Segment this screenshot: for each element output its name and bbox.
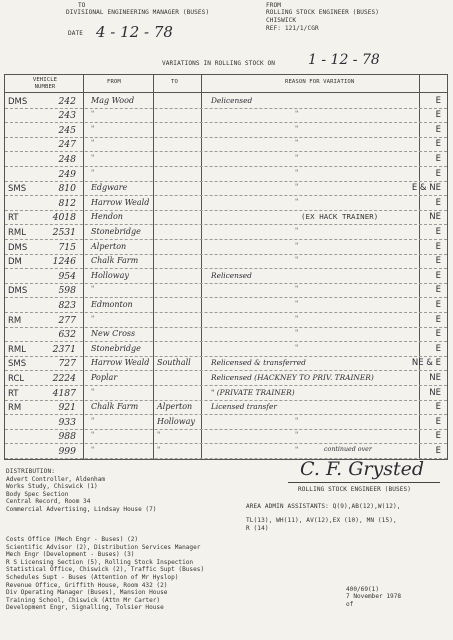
vehicle-type: DMS bbox=[8, 96, 28, 107]
code-cell: E bbox=[435, 153, 441, 164]
from-sender: ROLLING STOCK ENGINEER (BUSES) bbox=[266, 9, 380, 16]
table-row bbox=[5, 329, 447, 344]
reason-cell: " bbox=[295, 226, 299, 235]
table-row bbox=[5, 183, 447, 198]
vehicle-number: 1246 bbox=[52, 256, 76, 268]
vehicle-type: SMS bbox=[8, 184, 27, 195]
vehicle-type: RM bbox=[8, 403, 22, 414]
vehicle-type: DM bbox=[8, 257, 22, 268]
vehicle-number-cell bbox=[8, 402, 82, 413]
distribution-item: Div Operating Manager (Buses), Mansion House bbox=[6, 589, 168, 597]
table-row bbox=[5, 96, 447, 111]
vehicle-number: 933 bbox=[58, 416, 76, 428]
area-admin-assistants: AREA ADMIN ASSISTANTS: Q(9),AB(12),W(12), bbox=[246, 503, 401, 510]
from-cell: " bbox=[91, 314, 95, 323]
to-cell: " bbox=[157, 431, 161, 440]
from-cell: Chalk Farm bbox=[91, 256, 139, 266]
to-cell: Alperton bbox=[157, 402, 193, 412]
from-cell: Harrow Weald bbox=[91, 358, 150, 368]
reason-cell: Delicensed bbox=[211, 95, 253, 105]
vehicle-number-cell bbox=[8, 344, 82, 355]
table-row bbox=[5, 212, 447, 227]
code-cell: NE bbox=[429, 372, 441, 383]
vehicle-number: 954 bbox=[58, 270, 76, 282]
reason-cell: " bbox=[295, 314, 299, 323]
header-reason: REASON FOR VARIATION bbox=[285, 79, 355, 85]
reason-cell: " bbox=[295, 416, 299, 425]
from-cell: Stonebridge bbox=[91, 343, 141, 353]
vehicle-number: 632 bbox=[58, 329, 76, 341]
from-cell: " bbox=[91, 445, 95, 454]
signature-line bbox=[288, 482, 440, 483]
vehicle-type: DMS bbox=[8, 286, 28, 297]
signature: C. F. Grysted bbox=[300, 458, 425, 480]
footer-date: 7 November 1978 bbox=[346, 593, 402, 600]
from-cell: Poplar bbox=[91, 372, 118, 382]
vehicle-type: RML bbox=[8, 344, 26, 355]
code-cell: E bbox=[435, 256, 441, 267]
from-cell: Harrow Weald bbox=[91, 197, 150, 207]
distribution-item: Revenue Office, Griffith House, Room 432 (2) bbox=[6, 581, 168, 589]
reason-cell: " bbox=[295, 183, 299, 192]
distribution-item: Schedules Supt - Buses (Attention of Mr Hyslop) bbox=[6, 573, 179, 581]
vehicle-number: 2224 bbox=[52, 372, 76, 384]
code-cell: E bbox=[435, 197, 441, 208]
reason-cell: " bbox=[295, 329, 299, 338]
from-cell: " bbox=[91, 168, 95, 177]
reason-cell: " bbox=[295, 343, 299, 352]
code-cell: E bbox=[435, 139, 441, 150]
from-cell: " bbox=[91, 431, 95, 440]
signature-title: ROLLING STOCK ENGINEER (BUSES) bbox=[298, 486, 412, 493]
table-row bbox=[5, 431, 447, 446]
vehicle-number: 4187 bbox=[52, 387, 76, 399]
from-cell: Alperton bbox=[91, 241, 127, 251]
handwritten-date: 4 - 12 - 78 bbox=[96, 23, 173, 41]
reason-cell: " bbox=[295, 256, 299, 265]
distribution-item: Mech Engr (Development - Buses) (3) bbox=[6, 551, 135, 559]
vehicle-number-cell bbox=[8, 96, 82, 107]
vehicle-number: 247 bbox=[58, 139, 76, 151]
vehicle-number-cell bbox=[8, 198, 82, 209]
header-from: FROM bbox=[107, 79, 121, 85]
code-cell: NE bbox=[429, 387, 441, 398]
code-cell: E bbox=[435, 95, 441, 106]
from-cell: " bbox=[91, 387, 95, 396]
vehicle-number-cell bbox=[8, 431, 82, 442]
code-cell: E bbox=[435, 416, 441, 427]
distribution-item: Central Record, Room 34 bbox=[6, 498, 91, 506]
code-cell: E bbox=[435, 329, 441, 340]
vehicle-number: 2531 bbox=[52, 226, 76, 238]
table-row bbox=[5, 373, 447, 388]
table-row bbox=[5, 125, 447, 140]
from-cell: Mag Wood bbox=[91, 95, 135, 105]
to-recipient: DIVISIONAL ENGINEERING MANAGER (BUSES) bbox=[66, 9, 210, 16]
table-row bbox=[5, 139, 447, 154]
distribution-label: DISTRIBUTION: bbox=[6, 468, 55, 475]
table-row bbox=[5, 227, 447, 242]
area-admin-line: R (14) bbox=[246, 525, 269, 532]
variations-title: VARIATIONS IN ROLLING STOCK ON bbox=[162, 60, 276, 67]
vehicle-number: 248 bbox=[58, 153, 76, 165]
reason-cell: " bbox=[295, 168, 299, 177]
vehicle-type: RT bbox=[8, 213, 19, 224]
vehicle-number-cell bbox=[8, 242, 82, 253]
distribution-item: Training School, Chiswick (Attn Mr Carter) bbox=[6, 596, 161, 604]
vehicle-number: 812 bbox=[58, 197, 76, 209]
code-cell: E bbox=[435, 226, 441, 237]
code-cell: E bbox=[435, 168, 441, 179]
table-row bbox=[5, 110, 447, 125]
reason-cell: " bbox=[295, 445, 299, 454]
code-cell: E bbox=[435, 402, 441, 413]
vehicle-number-cell bbox=[8, 271, 82, 282]
table-row bbox=[5, 154, 447, 169]
reference-number: REF: 121/1/CGR bbox=[266, 25, 319, 32]
variations-table bbox=[4, 74, 448, 460]
distribution-lines bbox=[6, 476, 236, 514]
code-cell: NE bbox=[429, 212, 441, 223]
code-cell: E bbox=[435, 124, 441, 135]
reason-cell: (EX HACK TRAINER) bbox=[301, 212, 379, 222]
vehicle-number: 810 bbox=[58, 183, 76, 195]
code-cell: E bbox=[435, 343, 441, 354]
from-cell: " bbox=[91, 139, 95, 148]
distribution-item: Scientific Advisor (2), Distribution Services Manager bbox=[6, 543, 201, 551]
area-admin-line: TL(13), WH(11), AV(12),EX (10), MN (15), bbox=[246, 517, 397, 524]
from-cell: Edmonton bbox=[91, 299, 133, 309]
code-cell: E & NE bbox=[411, 183, 441, 194]
from-cell: Edgware bbox=[91, 183, 128, 193]
vehicle-number: 598 bbox=[58, 285, 76, 297]
from-label: FROM bbox=[266, 2, 282, 9]
reason-cell: " bbox=[295, 285, 299, 294]
vehicle-number: 999 bbox=[58, 445, 76, 457]
vehicle-number-cell bbox=[8, 329, 82, 340]
vehicle-number-cell bbox=[8, 373, 82, 384]
code-cell: E bbox=[435, 270, 441, 281]
vehicle-type: RM bbox=[8, 315, 22, 326]
vehicle-number-cell bbox=[8, 169, 82, 180]
reason-cell: Licensed transfer bbox=[211, 402, 277, 412]
footer-of: of bbox=[346, 601, 354, 608]
vehicle-number-cell bbox=[8, 300, 82, 311]
table-row bbox=[5, 256, 447, 271]
code-cell: NE & E bbox=[411, 358, 441, 369]
reason-cell: " bbox=[295, 139, 299, 148]
from-cell: Holloway bbox=[91, 270, 129, 280]
header-to: TO bbox=[171, 79, 178, 85]
from-cell: " bbox=[91, 285, 95, 294]
code-cell: E bbox=[435, 445, 441, 456]
table-row bbox=[5, 344, 447, 359]
vehicle-type: DMS bbox=[8, 242, 28, 253]
vehicle-number-cell bbox=[8, 256, 82, 267]
header-vehicle-number: VEHICLE NUMBER bbox=[32, 77, 58, 90]
vehicle-number-cell bbox=[8, 125, 82, 136]
vehicle-type: RCL bbox=[8, 373, 25, 384]
distribution-item: Commercial Advertising, Lindsay House (7) bbox=[6, 505, 157, 513]
from-cell: " bbox=[91, 124, 95, 133]
table-row bbox=[5, 198, 447, 213]
from-cell: " bbox=[91, 110, 95, 119]
table-row bbox=[5, 358, 447, 373]
distribution-item: Costs Office (Mech Engr - Buses) (2) bbox=[6, 536, 139, 543]
distribution-item: Advert Controller, Aldenham bbox=[6, 475, 106, 483]
code-cell: E bbox=[435, 431, 441, 442]
table-row bbox=[5, 242, 447, 257]
vehicle-number: 823 bbox=[58, 299, 76, 311]
vehicle-number-cell bbox=[8, 358, 82, 369]
from-location: CHISWICK bbox=[266, 17, 297, 24]
vehicle-type: SMS bbox=[8, 359, 27, 370]
to-cell: Southall bbox=[157, 358, 191, 368]
reason-cell: " bbox=[295, 197, 299, 206]
vehicle-number-cell bbox=[8, 417, 82, 428]
distribution-list bbox=[6, 468, 236, 514]
reason-cell: " bbox=[295, 299, 299, 308]
distribution-item: Works Study, Chiswick (1) bbox=[6, 483, 98, 491]
code-cell: E bbox=[435, 285, 441, 296]
from-cell: Hendon bbox=[91, 212, 123, 222]
vehicle-number: 245 bbox=[58, 124, 76, 136]
table-row bbox=[5, 285, 447, 300]
vehicle-number-cell bbox=[8, 227, 82, 238]
vehicle-number-cell bbox=[8, 446, 82, 457]
reason-cell: " bbox=[295, 431, 299, 440]
reason-cell: " bbox=[295, 241, 299, 250]
reason-cell: " (PRIVATE TRAINER) bbox=[211, 387, 295, 397]
vehicle-number: 2371 bbox=[52, 343, 76, 355]
distribution-item: Development Engr, Signalling, Tolsier House bbox=[6, 604, 164, 612]
from-cell: New Cross bbox=[91, 329, 136, 339]
vehicle-number-cell bbox=[8, 315, 82, 326]
from-cell: " bbox=[91, 416, 95, 425]
reason-cell: " bbox=[295, 153, 299, 162]
to-cell: Holloway bbox=[157, 416, 195, 426]
table-row bbox=[5, 271, 447, 286]
vehicle-number: 243 bbox=[58, 110, 76, 122]
vehicle-number-cell bbox=[8, 212, 82, 223]
vehicle-number: 4018 bbox=[52, 212, 76, 224]
to-label: TO bbox=[78, 2, 86, 9]
from-cell: Stonebridge bbox=[91, 226, 141, 236]
code-cell: E bbox=[435, 241, 441, 252]
code-cell: E bbox=[435, 314, 441, 325]
reason-cell: " bbox=[295, 110, 299, 119]
vehicle-number-cell bbox=[8, 154, 82, 165]
vehicle-type: RT bbox=[8, 388, 19, 399]
vehicle-number-cell bbox=[8, 139, 82, 150]
reason-cell: Relicensed (HACKNEY TO PRIV. TRAINER) bbox=[211, 372, 374, 382]
vehicle-number: 277 bbox=[58, 314, 76, 326]
vehicle-number: 727 bbox=[58, 358, 76, 370]
variations-date: 1 - 12 - 78 bbox=[308, 52, 380, 68]
reason-cell: Relicensed & transferred bbox=[211, 358, 306, 368]
distribution-item: Statistical Office, Chiswick (2), Traffic Supt (Buses) bbox=[6, 566, 205, 574]
table-row bbox=[5, 388, 447, 403]
to-cell: " bbox=[157, 445, 161, 454]
vehicle-number: 921 bbox=[58, 402, 76, 414]
from-cell: " bbox=[91, 153, 95, 162]
distribution-item: R S Licensing Section (5), Rolling Stock Inspection bbox=[6, 558, 194, 566]
date-label: DATE bbox=[68, 30, 84, 37]
vehicle-number-cell bbox=[8, 110, 82, 121]
reason-cell: " bbox=[295, 124, 299, 133]
code-cell: E bbox=[435, 299, 441, 310]
vehicle-number: 242 bbox=[58, 95, 76, 107]
table-row bbox=[5, 169, 447, 184]
table-row bbox=[5, 315, 447, 330]
vehicle-number-cell bbox=[8, 183, 82, 194]
vehicle-type: RML bbox=[8, 227, 26, 238]
vehicle-number: 715 bbox=[58, 241, 76, 253]
vehicle-number-cell bbox=[8, 285, 82, 296]
reason-cell: Relicensed bbox=[211, 270, 252, 280]
footer-reference: 400/69(1) bbox=[346, 586, 380, 593]
distribution-cost-list bbox=[6, 536, 306, 612]
continued-note: continued over bbox=[324, 446, 372, 453]
header-divider bbox=[5, 92, 447, 93]
distribution-item: Body Spec Section bbox=[6, 490, 69, 498]
from-cell: Chalk Farm bbox=[91, 402, 139, 412]
vehicle-number-cell bbox=[8, 388, 82, 399]
table-row bbox=[5, 402, 447, 417]
vehicle-number: 249 bbox=[58, 168, 76, 180]
table-row bbox=[5, 300, 447, 315]
vehicle-number: 988 bbox=[58, 431, 76, 443]
code-cell: E bbox=[435, 110, 441, 121]
table-row bbox=[5, 417, 447, 432]
